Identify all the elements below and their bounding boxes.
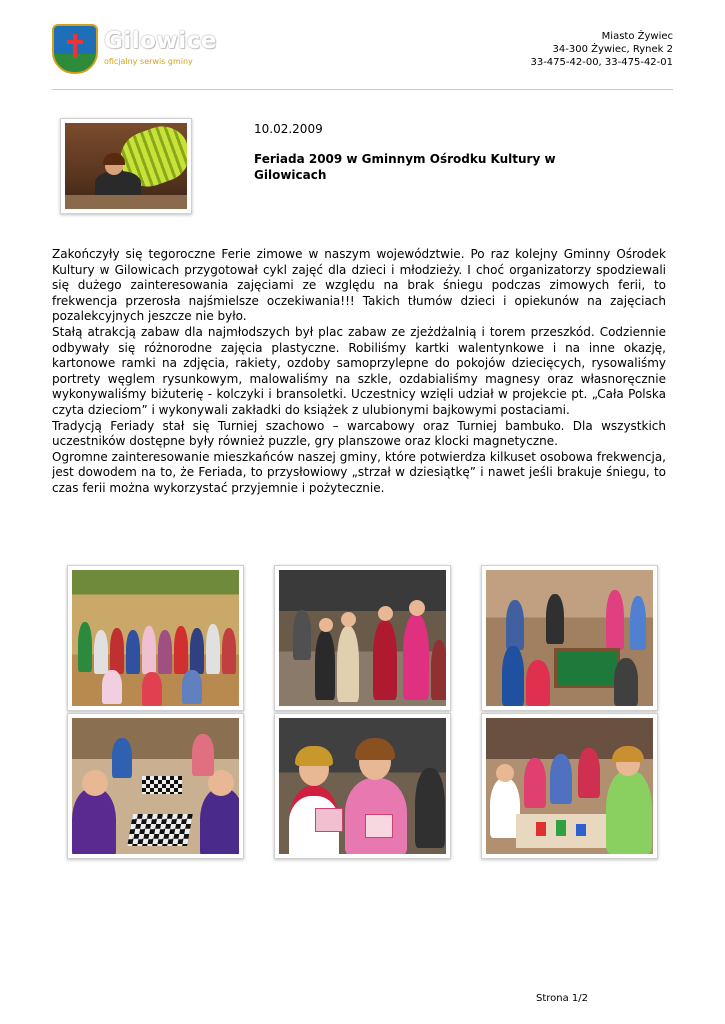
logo-tagline: oficjalny serwis gminy [104,57,193,66]
gallery-image [486,570,653,706]
address-phones: 33-475-42-00, 33-475-42-01 [530,57,673,68]
gallery-image [72,718,239,854]
gallery-photo-group[interactable] [67,565,244,711]
gallery-photo-group[interactable] [481,565,658,711]
logo-name: Gilowice [104,28,217,54]
news-photo [65,123,187,209]
gallery-image [486,718,653,854]
news-date: 10.02.2009 [254,122,323,136]
address-city: Miasto Żywiec [601,31,673,42]
address-street: 34-300 Żywiec, Rynek 2 [552,44,673,55]
gallery-image [279,570,446,706]
gallery-photo-crafts[interactable] [481,713,658,859]
gallery-image [72,570,239,706]
article-paragraph: Ogromne zainteresowanie mieszkańców naszej gminy, które potwierdza kilkuset osobowa frekwencja, jest dowodem na to, że Feriada, to przysłowiowy „strzał w dziesiątkę” i nawet jeśli brakuje śniegu, to czas ferii można wykorzystać przyjemnie i pożytecznie. [52,449,666,495]
article-paragraph: Zakończyły się tegoroczne Ferie zimowe w naszym województwie. Po raz kolejny Gminny Ośrodek Kultury w Gilowicach przygotował cykl zajęć dla dzieci i młodzieży. I choć organizatorzy spodziewali się dużego zainteresowania zajęciami ze względu na brak śniegu podczas zimowych ferii, to frekwencja przerosła najśmielsze oczekiwania!!! Takich tłumów dzieci i opiekunów na zajęciach pozalekcyjnych jeszcze nie było. [52,247,666,324]
gallery-photo-girls[interactable] [274,713,451,859]
site-logo[interactable] [52,24,217,74]
news-title: Feriada 2009 w Gminnym Ośrodku Kultury w Gilowicach [254,152,556,182]
article-body [52,247,666,497]
gallery-photo-chess[interactable] [67,713,244,859]
news-thumbnail[interactable] [60,118,192,214]
gallery-image [279,718,446,854]
page-number: Strona 1/2 [536,993,589,1004]
coat-of-arms-icon [52,24,98,74]
article-paragraph: Stałą atrakcją zabaw dla najmłodszych był plac zabaw ze zjeżdżalnią i torem przeszkód. Codziennie odbywały się różnorodne zajęcia plastyczne. Robiliśmy kartki walentynkowe i na inne okazję, kartonowe ramki na zdjęcia, rakiety, ozdoby samoprzylepne do pokojów dziecięcych, rysowaliśmy portrety węglem rysunkowym, malowaliśmy na szkle, ozdabialiśmy magnesy oraz własnoręcznie wykonywaliśmy biżuterię - kolczyki i bransoletki. Uczestnicy wzięli udział w projekcie pt. „Cała Polska czyta dzieciom” i wykonywali zakładki do książek z ulubionymi bajkowymi postaciami. [52,324,666,417]
header-address [530,30,673,69]
header-divider [52,89,673,90]
gallery-photo-group[interactable] [274,565,451,711]
article-paragraph: Tradycją Feriady stał się Turniej szachowo – warcabowy oraz Turniej bambuko. Dla wszystkich uczestników dostępne były również puzzle, gry planszowe oraz klocki magnetyczne. [52,418,666,449]
